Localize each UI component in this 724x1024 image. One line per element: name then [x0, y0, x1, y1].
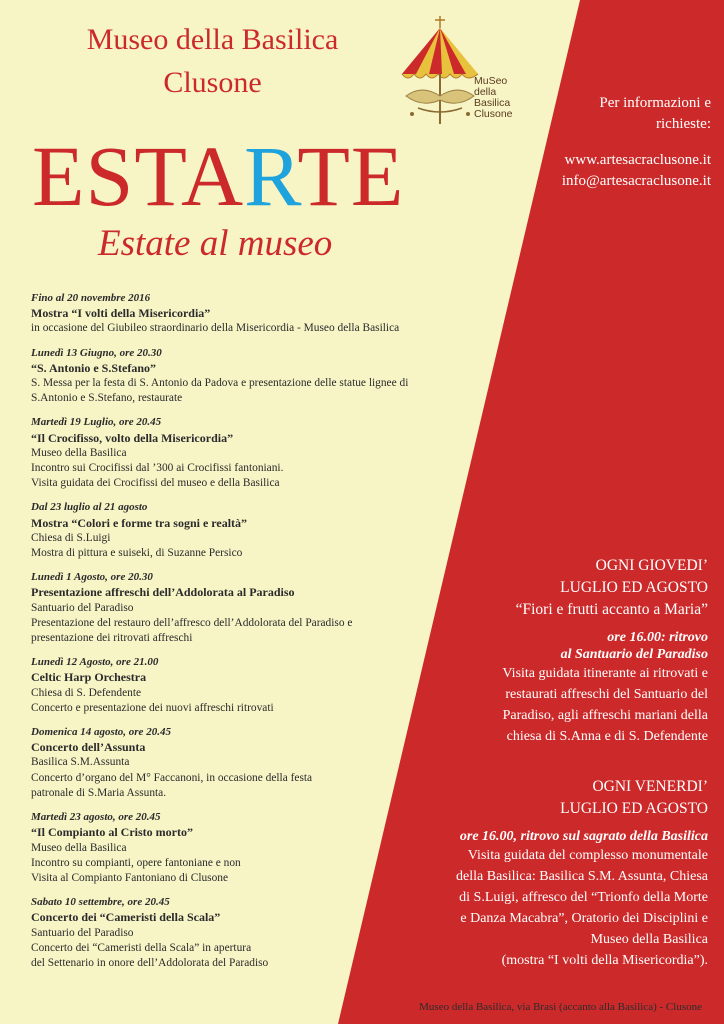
friday-desc-line: e Danza Macabra”, Oratorio dei Disciplini e [460, 911, 708, 926]
logo-line2: della [474, 86, 497, 98]
info-block [511, 93, 711, 192]
friday-block [388, 776, 708, 971]
event-item [31, 346, 501, 407]
logo-line1: MuSeo [474, 75, 508, 87]
event-line: Concerto e presentazione dei nuovi affreschi ritrovati [31, 701, 274, 714]
event-title: Celtic Harp Orchestra [31, 670, 147, 685]
event-line: Presentazione del restauro dell’affresco dell’Addolorata del Paradiso e [31, 616, 353, 629]
thursday-desc [388, 663, 708, 747]
thursday-time1: ore 16.00: ritrovo [607, 630, 708, 645]
thursday-heading1: OGNI GIOVEDI’ [595, 557, 708, 574]
event-line: Chiesa di S.Luigi [31, 531, 111, 544]
event-date: Dal 23 luglio al 21 agosto [31, 501, 148, 514]
headline-part2: R [244, 128, 298, 224]
event-date: Martedì 19 Luglio, ore 20.45 [31, 416, 162, 429]
event-line: del Settenario in onore dell’Addolorata del Paradiso [31, 956, 269, 969]
event-item [31, 415, 501, 491]
thursday-desc-line: restaurati affreschi del Santuario del [505, 687, 708, 702]
friday-desc [388, 845, 708, 971]
info-label2: richieste: [656, 116, 711, 132]
event-line: Visita al Compianto Fantoniano di Clusone [31, 871, 229, 884]
thursday-desc-line: Visita guidata itinerante ai ritrovati e [502, 666, 708, 681]
event-line: Museo della Basilica [31, 841, 127, 854]
event-date: Lunedì 1 Agosto, ore 20.30 [31, 571, 153, 584]
museum-title [40, 18, 385, 104]
friday-desc-line: di S.Luigi, affresco del “Trionfo della Morte [459, 890, 708, 905]
event-item [31, 500, 501, 561]
event-line: Mostra di pittura e suiseki, di Suzanne Persico [31, 547, 243, 560]
footer-address: Museo della Basilica, via Brasi (accanto alla Basilica) - Clusone [419, 1001, 702, 1013]
event-title: “Il Compianto al Cristo morto” [31, 825, 193, 840]
event-date: Lunedì 13 Giugno, ore 20.30 [31, 346, 162, 359]
email-link[interactable]: info@artesacraclusone.it [561, 173, 711, 189]
thursday-desc-line: chiesa di S.Anna e di S. Defendente [506, 729, 708, 744]
event-line: Basilica S.M.Assunta [31, 756, 130, 769]
museum-title-line1: Museo della Basilica [86, 23, 339, 56]
event-line: Santuario del Paradiso [31, 601, 134, 614]
event-line: Santuario del Paradiso [31, 926, 134, 939]
event-line: S.Antonio e S.Stefano, restaurate [31, 392, 183, 405]
event-line: patronale di S.Maria Assunta. [31, 786, 167, 799]
event-date: Fino al 20 novembre 2016 [31, 292, 151, 304]
event-line: in occasione del Giubileo straordinario della Misericordia - Museo della Basilica [31, 322, 400, 335]
museum-title-line2: Clusone [163, 66, 262, 99]
event-item [31, 291, 501, 337]
event-title: “Il Crocifisso, volto della Misericordia” [31, 430, 234, 445]
thursday-heading3: “Fiori e frutti accanto a Maria” [515, 601, 708, 618]
thursday-heading2: LUGLIO ED AGOSTO [560, 579, 708, 596]
event-title: Mostra “Colori e forme tra sogni e realtà” [31, 515, 248, 530]
event-line: Chiesa di S. Defendente [31, 686, 142, 699]
friday-desc-line: (mostra “I volti della Misericordia”). [501, 953, 708, 968]
event-title: “S. Antonio e S.Stefano” [31, 360, 157, 375]
event-date: Martedì 23 agosto, ore 20.45 [31, 811, 161, 824]
friday-heading2: LUGLIO ED AGOSTO [560, 800, 708, 817]
event-line: Concerto dei “Cameristi della Scala” in apertura [31, 941, 252, 954]
event-date: Domenica 14 agosto, ore 20.45 [31, 726, 171, 739]
event-date: Lunedì 12 Agosto, ore 21.00 [31, 656, 159, 669]
event-title: Mostra “I volti della Misericordia” [31, 306, 211, 321]
thursday-time2: al Santuario del Paradiso [560, 647, 708, 662]
headline-part1: ESTA [32, 128, 245, 224]
event-line: S. Messa per la festa di S. Antonio da Padova e presentazione delle statue lignee di [31, 377, 409, 390]
headline-part3: TE [297, 128, 405, 224]
info-label1: Per informazioni e [599, 95, 711, 111]
event-date: Sabato 10 settembre, ore 20.45 [31, 896, 170, 909]
event-line: presentazione dei ritrovati affreschi [31, 632, 193, 645]
event-line: Incontro su compianti, opere fantoniane e non [31, 856, 241, 869]
event-line: Concerto d’organo del M° Faccanoni, in occasione della festa [31, 771, 313, 784]
event-line: Incontro sui Crocifissi dal ’300 ai Crocifissi fantoniani. [31, 462, 284, 475]
event-line: Museo della Basilica [31, 446, 127, 459]
event-title: Concerto dell’Assunta [31, 740, 146, 755]
logo-line3: Basilica [474, 97, 511, 109]
friday-desc-line: Visita guidata del complesso monumentale [467, 848, 708, 863]
headline-subtitle: Estate al museo [98, 223, 333, 264]
friday-heading1: OGNI VENERDI’ [592, 778, 708, 795]
event-title: Concerto dei “Cameristi della Scala” [31, 910, 221, 925]
headline [32, 126, 404, 226]
friday-desc-line: Museo della Basilica [590, 932, 708, 947]
friday-time: ore 16.00, ritrovo sul sagrato della Basilica [459, 829, 708, 844]
logo-line4: Clusone [474, 108, 513, 120]
friday-desc-line: della Basilica: Basilica S.M. Assunta, Chiesa [456, 869, 708, 884]
event-title: Presentazione affreschi dell’Addolorata al Paradiso [31, 585, 295, 600]
thursday-block [388, 555, 708, 747]
thursday-time [388, 629, 708, 663]
thursday-desc-line: Paradiso, agli affreschi mariani della [502, 708, 708, 723]
website-link[interactable]: www.artesacraclusone.it [564, 152, 711, 168]
event-line: Visita guidata dei Crocifissi del museo e della Basilica [31, 477, 280, 490]
